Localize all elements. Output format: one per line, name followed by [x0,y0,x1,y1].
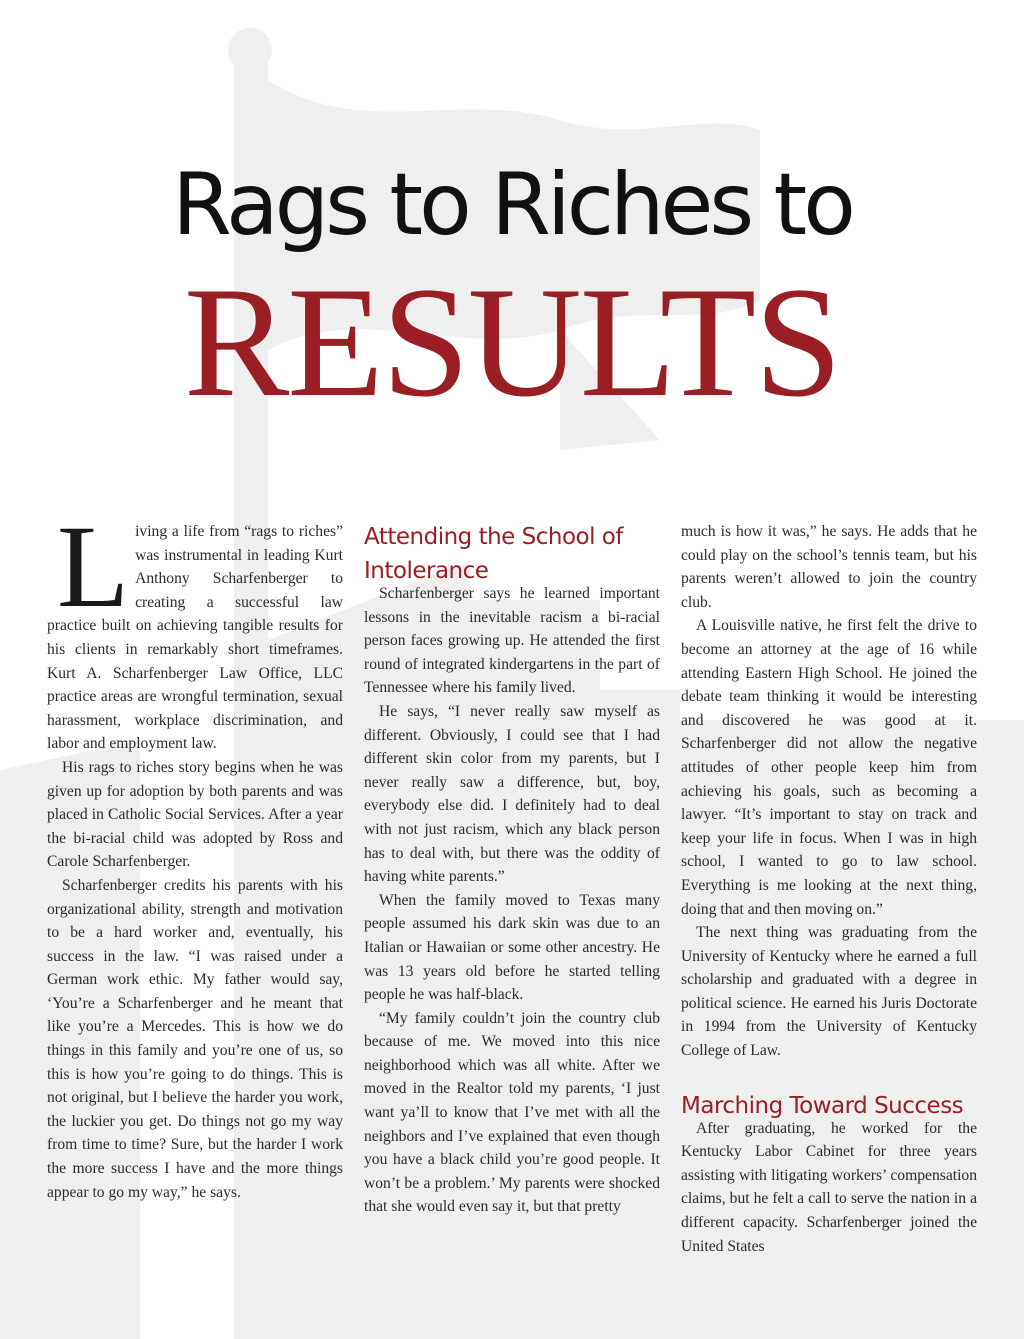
article-column-3 [681,520,977,1258]
paragraph-8: much is how it was,” he says. He adds that he could play on the school’s tennis team, but his parents weren’t allowed to join the country club. [681,523,977,611]
title-block [0,150,1024,430]
paragraph-11: After graduating, he worked for the Kentucky Labor Cabinet for three years assisting with litigating workers’ compensation claims, but he felt a call to serve the nation in a different capacity. Scharfenberger joined the United States [681,1119,977,1255]
article-column-2 [364,520,660,1219]
paragraph-3: Scharfenberger credits his parents with his organizational ability, strength and motivation to be a hard worker and, eventually, his success in the law. “I was raised under a German work ethic. My father would say, ‘You’re a Scharfenberger and he meant that like you’re a Mercedes. This is how we do things in this family and you’re one of us, so this is how you’re going to do things. This is not original, but I believe the harder you work, the luckier you get. Do things not go my way from time to time? Sure, but the harder I work the more success I have and the more things appear to go my way,” he says. [47,876,343,1201]
title-line-1: Rags to Riches to [172,155,852,255]
paragraph-5: He says, “I never really saw myself as different. Obviously, I could see that I had different skin color from my parents, but I never really saw a difference, but, boy, everybody else did. I definitely had to deal with not just racism, which any black person has to deal with, but there was the oddity of having white parents.” [364,702,660,886]
drop-cap: L [57,501,130,632]
paragraph-text: iving a life from “rags to riches” was instrumental in leading Kurt Anthony Scharfenberger to creating a successful law practice built on achieving tangible results for his clients in remarkably short timeframes. Kurt A. Scharfenberger Law Office, LLC practice areas are wrongful termination, sexual harassment, workplace discrimination, and labor and employment law. [47,523,343,753]
paragraph-10: The next thing was graduating from the University of Kentucky where he earned a full scholarship and graduated with a degree in political science. He earned his Juris Doctorate in 1994 from the University of Kentucky College of Law. [681,924,977,1060]
paragraph-1 [47,501,343,756]
section-heading-school: Attending the School of Intolerance [364,524,623,584]
title-line-2: RESULTS [183,255,841,430]
paragraph-7: “My family couldn’t join the country club because of me. We moved into this nice neighborhood which was all white. After we moved in the Realtor told my parents, ‘I just want ya’ll to know that I’ve met with all the neighbors and I’ve explained that even though you have a black child you’re good people. It won’t be a problem.’ My parents were shocked that she would even say it, but that pretty [364,1009,660,1216]
section-heading-success: Marching Toward Success [681,1092,964,1119]
article-column-1 [47,501,343,1204]
paragraph-4: Scharfenberger says he learned important lessons in the inevitable racism a bi-racial person faces growing up. He attended the first round of integrated kindergartens in the part of Tennessee where his family lived. [364,585,660,697]
paragraph-2: His rags to riches story begins when he was given up for adoption by both parents and was placed in Catholic Social Services. After a year the bi-racial child was adopted by Ross and Carole Scharfenberger. [47,758,343,871]
paragraph-9: A Louisville native, he first felt the drive to become an attorney at the age of 16 while attending Eastern High School. He joined the debate team thinking it would be interesting and discovered he was good at it. Scharfenberger did not allow the negative attitudes of other people keep him from achieving his goals, such as becoming a lawyer. “It’s important to stay on track and keep your life in focus. When I was in high school, I wanted to go to law school. Everything is me looking at the next thing, doing that and then moving on.” [681,617,977,918]
paragraph-6: When the family moved to Texas many people assumed his dark skin was due to an Italian or Hawaiian or some other ancestry. He was 13 years old before he started telling people he was half-black. [364,891,660,1004]
